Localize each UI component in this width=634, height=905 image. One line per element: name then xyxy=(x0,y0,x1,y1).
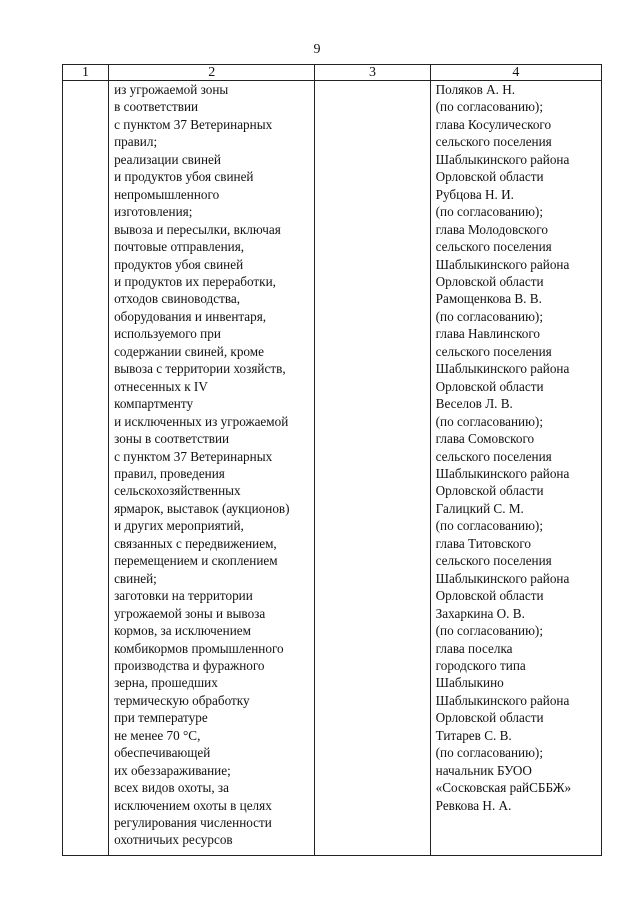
responsible-line: Ревкова Н. А. xyxy=(435,797,512,813)
measures-line: из угрожаемой зоны xyxy=(114,82,229,97)
measures-line: вывоза с территории хозяйств, xyxy=(114,361,286,377)
measures-line: угрожаемой зоны и вывоза xyxy=(114,605,266,621)
responsible-line: (по согласованию); xyxy=(435,204,543,220)
responsible-line: Орловской области xyxy=(435,378,544,394)
responsible-line: Галицкий С. М. xyxy=(435,500,524,516)
responsible-line: Орловской области xyxy=(435,273,544,289)
measures-line: ярмарок, выставок (аукционов) xyxy=(114,500,290,516)
responsible-line: Шаблыкинского района xyxy=(435,570,570,586)
measures-line: производства и фуражного xyxy=(114,657,265,673)
measures-line: правил, проведения xyxy=(114,465,225,481)
responsible-line: глава Косулического xyxy=(435,116,552,132)
responsible-line: глава Молодовского xyxy=(435,221,548,237)
responsible-line: сельского поселения xyxy=(435,134,552,150)
header-col-3: 3 xyxy=(315,65,430,81)
measures-line: в соответствии xyxy=(114,99,199,115)
responsible-line: сельского поселения xyxy=(435,343,552,359)
responsible-line: (по согласованию); xyxy=(435,623,543,639)
responsible-line: глава Титовского xyxy=(435,535,532,551)
measures-line: почтовые отправления, xyxy=(114,239,245,255)
measures-line: используемого при xyxy=(114,326,221,342)
measures-line: кормов, за исключением xyxy=(114,623,251,639)
responsible-line: (по согласованию); xyxy=(435,308,543,324)
measures-line: и продуктов убоя свиней xyxy=(114,169,254,185)
responsible-line: Орловской области xyxy=(435,588,544,604)
measures-line: вывоза и пересылки, включая xyxy=(114,221,281,237)
table-header-row xyxy=(63,65,602,81)
measures-line: термическую обработку xyxy=(114,692,250,708)
measures-line: реализации свиней xyxy=(114,151,221,167)
measures-line: содержании свиней, кроме xyxy=(114,343,264,359)
measures-line: обеспечивающей xyxy=(114,745,211,761)
measures-line: охотничьих ресурсов xyxy=(114,832,233,848)
measures-line: с пунктом 37 Ветеринарных xyxy=(114,116,273,132)
measures-line: зоны в соответствии xyxy=(114,431,230,447)
responsible-line: Шаблыкинского района xyxy=(435,361,570,377)
measures-line: перемещением и скоплением xyxy=(114,553,278,569)
measures-line: комбикормов промышленного xyxy=(114,640,284,656)
measures-line: зерна, прошедших xyxy=(114,675,218,691)
responsible-line: Титарев С. В. xyxy=(435,727,512,743)
responsible-line: Шаблыкинского района xyxy=(435,465,570,481)
page-number: 9 xyxy=(313,42,321,57)
responsible-line: начальник БУОО xyxy=(435,762,532,778)
header-col-2: 2 xyxy=(109,65,315,81)
measures-line: связанных с передвижением, xyxy=(114,535,277,551)
responsible-line: Орловской области xyxy=(435,710,544,726)
header-col-1: 1 xyxy=(63,65,109,81)
measures-line: с пунктом 37 Ветеринарных xyxy=(114,448,273,464)
responsible-line: Веселов Л. В. xyxy=(435,396,513,412)
measures-line: оборудования и инвентаря, xyxy=(114,308,267,324)
measures-table xyxy=(62,64,602,856)
measures-line: всех видов охоты, за xyxy=(114,780,229,796)
measures-text xyxy=(109,81,314,849)
measures-line: отходов свиноводства, xyxy=(114,291,241,307)
measures-line: продуктов убоя свиней xyxy=(114,256,244,272)
measures-line: и других мероприятий, xyxy=(114,518,244,534)
measures-line: регулирования численности xyxy=(114,815,272,831)
responsible-line: сельского поселения xyxy=(435,553,552,569)
responsible-line: Орловской области xyxy=(435,483,544,499)
responsible-line: глава Сомовского xyxy=(435,431,535,447)
responsible-line: Шаблыкинского района xyxy=(435,692,570,708)
responsible-line: Шаблыкинского района xyxy=(435,256,570,272)
responsible-line: (по согласованию); xyxy=(435,99,543,115)
header-col-4: 4 xyxy=(430,65,601,81)
responsible-line: (по согласованию); xyxy=(435,745,543,761)
responsible-line: (по согласованию); xyxy=(435,518,543,534)
responsible-line: сельского поселения xyxy=(435,239,552,255)
responsible-line: Орловской области xyxy=(435,169,544,185)
measures-line: изготовления; xyxy=(114,204,193,220)
measures-line: их обеззараживание; xyxy=(114,762,231,778)
measures-line: и исключенных из угрожаемой xyxy=(114,413,289,429)
responsible-line: Шаблыкино xyxy=(435,675,504,691)
measures-line: и продуктов их переработки, xyxy=(114,273,276,289)
measures-line: компартменту xyxy=(114,396,194,412)
responsible-text xyxy=(431,81,601,814)
cell-col-1 xyxy=(63,81,109,856)
responsible-line: Захаркина О. В. xyxy=(435,605,525,621)
responsible-line: Рамощенкова В. В. xyxy=(435,291,542,307)
cell-responsible xyxy=(430,81,601,856)
responsible-line: Шаблыкинского района xyxy=(435,151,570,167)
measures-line: сельскохозяйственных xyxy=(114,483,241,499)
measures-line: заготовки на территории xyxy=(114,588,253,604)
responsible-line: «Сосковская райСББЖ» xyxy=(435,780,572,796)
responsible-line: городского типа xyxy=(435,657,526,673)
measures-line: свиней; xyxy=(114,570,157,586)
responsible-line: сельского поселения xyxy=(435,448,552,464)
responsible-line: (по согласованию); xyxy=(435,413,543,429)
measures-line: не менее 70 °С, xyxy=(114,727,201,743)
responsible-line: Рубцова Н. И. xyxy=(435,186,514,202)
measures-line: при температуре xyxy=(114,710,208,726)
table-row xyxy=(63,81,602,856)
measures-line: непромышленного xyxy=(114,186,220,202)
responsible-line: глава поселка xyxy=(435,640,513,656)
measures-line: правил; xyxy=(114,134,158,150)
cell-measures xyxy=(109,81,315,856)
responsible-line: Поляков А. Н. xyxy=(435,82,516,97)
cell-col-3 xyxy=(315,81,430,856)
measures-line: исключением охоты в целях xyxy=(114,797,272,813)
measures-line: отнесенных к IV xyxy=(114,378,208,394)
responsible-line: глава Навлинского xyxy=(435,326,541,342)
